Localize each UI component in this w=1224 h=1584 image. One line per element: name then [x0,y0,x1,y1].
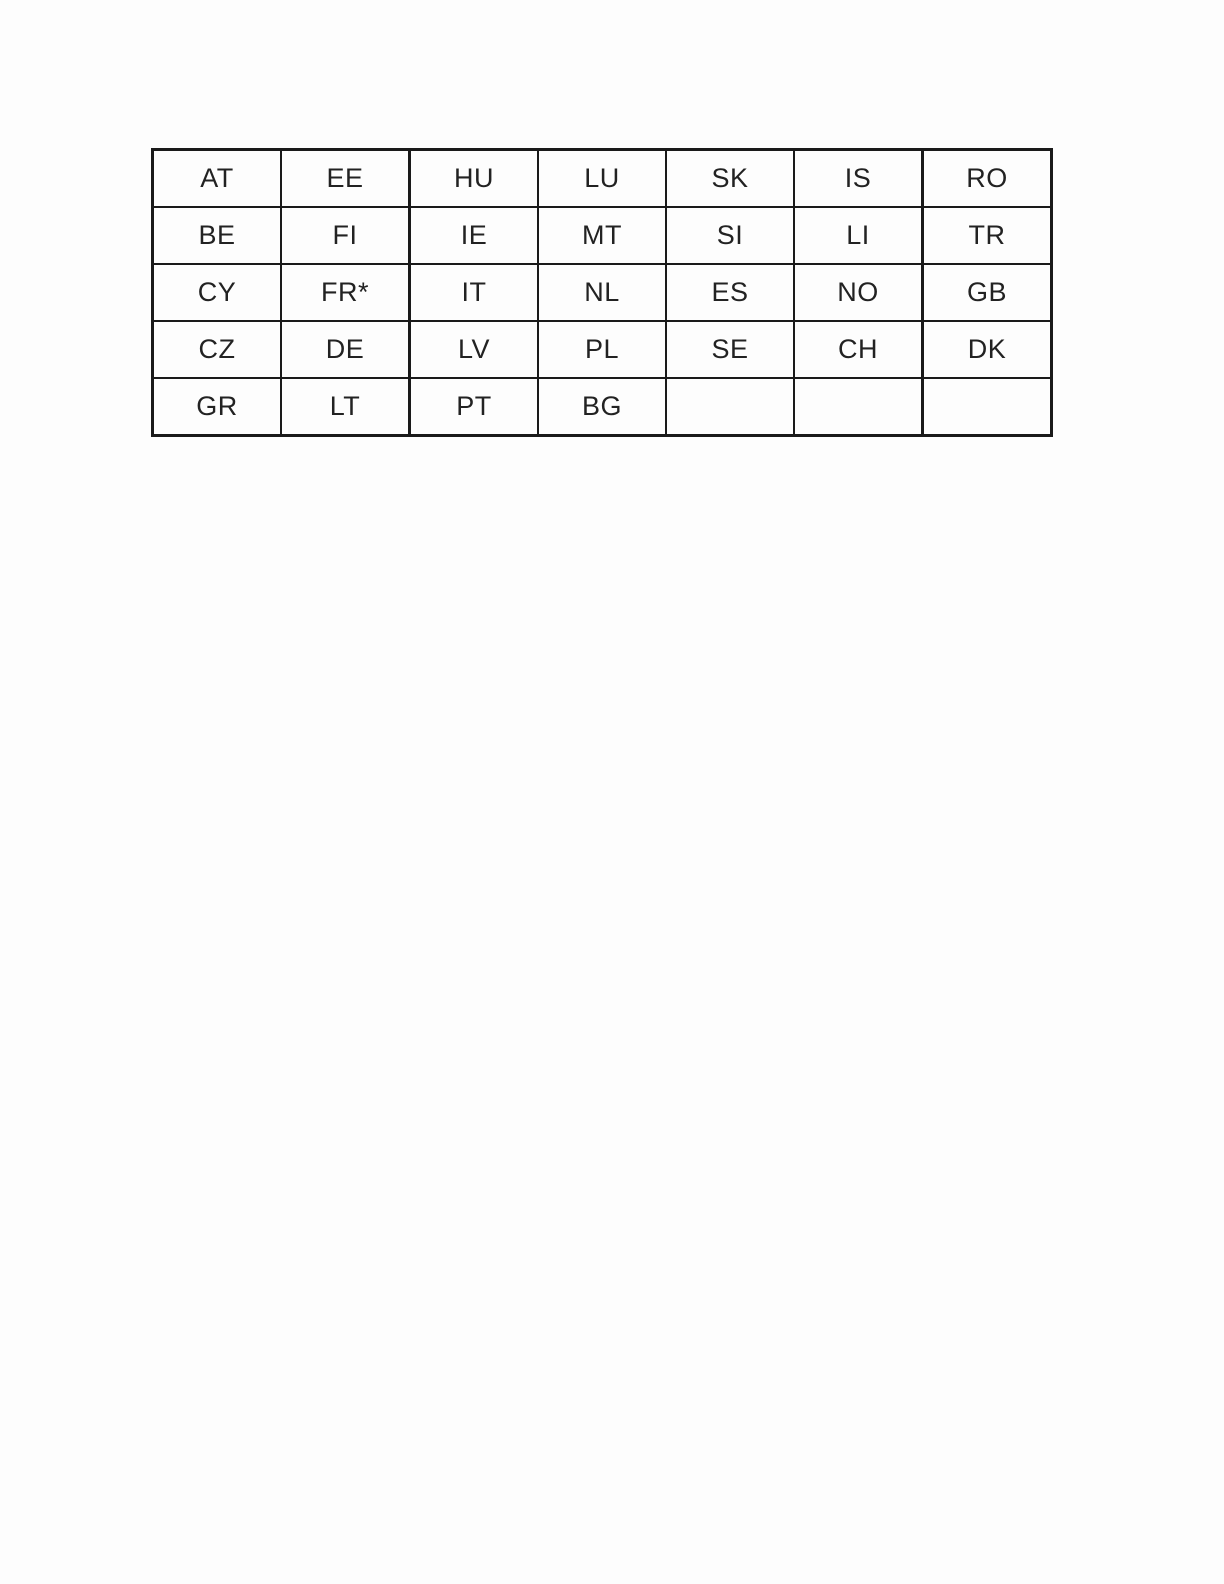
country-cell: MT [538,207,666,264]
country-cell: FR* [281,264,410,321]
table-row [153,378,1052,436]
country-cell: CZ [153,321,282,378]
country-cell: IE [410,207,539,264]
country-cell: PL [538,321,666,378]
country-cell: LT [281,378,410,436]
empty-cell [666,378,794,436]
country-cell: IT [410,264,539,321]
country-cell: SK [666,150,794,208]
country-cell: DK [923,321,1052,378]
country-cell: CY [153,264,282,321]
country-cell: PT [410,378,539,436]
country-cell: AT [153,150,282,208]
empty-cell [923,378,1052,436]
table-row [153,207,1052,264]
country-cell: LU [538,150,666,208]
country-cell: GR [153,378,282,436]
table-row [153,321,1052,378]
country-cell: FI [281,207,410,264]
country-cell: GB [923,264,1052,321]
country-cell: ES [666,264,794,321]
country-cell: NO [794,264,923,321]
country-cell: RO [923,150,1052,208]
country-cell: TR [923,207,1052,264]
table-row [153,150,1052,208]
country-cell: BE [153,207,282,264]
table-row [153,264,1052,321]
country-cell: CH [794,321,923,378]
country-cell: SE [666,321,794,378]
empty-cell [794,378,923,436]
country-cell: IS [794,150,923,208]
country-cell: HU [410,150,539,208]
country-cell: LI [794,207,923,264]
country-cell: LV [410,321,539,378]
country-code-table [151,148,1053,437]
country-cell: BG [538,378,666,436]
country-cell: DE [281,321,410,378]
country-cell: EE [281,150,410,208]
country-cell: NL [538,264,666,321]
country-cell: SI [666,207,794,264]
